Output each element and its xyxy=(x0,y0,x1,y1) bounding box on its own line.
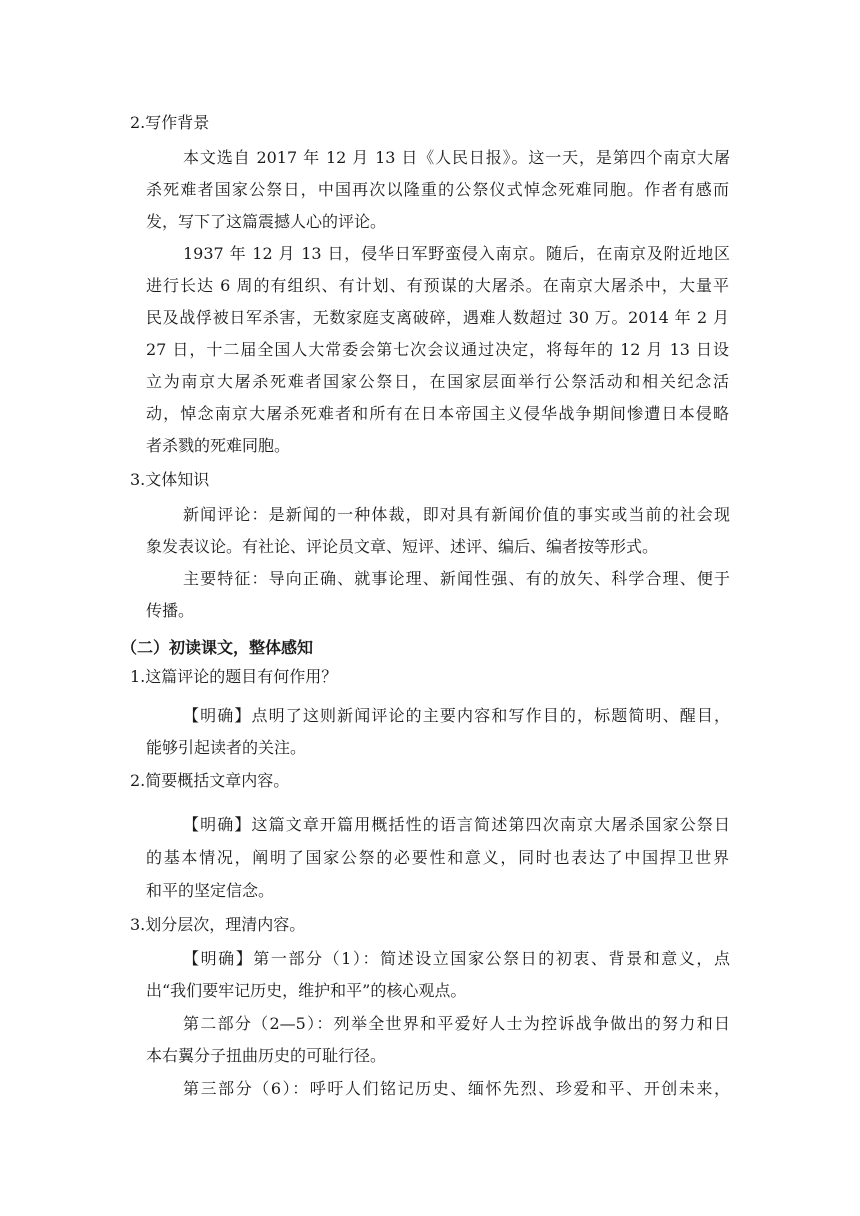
paragraph-line: 主要特征：导向正确、就事论理、新闻性强、有的放矢、科学合理、便于 xyxy=(183,569,730,588)
answer-line: 【明确】第一部分（1）：简述设立国家公祭日的初衷、背景和意义，点 xyxy=(183,949,730,968)
paragraph-line: 传播。 xyxy=(146,601,195,620)
paragraph-line: 动，悼念南京大屠杀死难者和所有在日本帝国主义侵华战争期间惨遭日本侵略 xyxy=(146,404,729,423)
paragraph-line: 本文选自 2017 年 12 月 13 日《人民日报》。这一天，是第四个南京大屠 xyxy=(183,148,730,167)
answer-line: 第二部分（2—5）：列举全世界和平爱好人士为控诉战争做出的努力和日 xyxy=(183,1014,730,1033)
answer-line: 【明确】点明了这则新闻评论的主要内容和写作目的，标题简明、醒目， xyxy=(183,706,730,725)
paragraph-line: 象发表议论。有社论、评论员文章、短评、述评、编后、编者按等形式。 xyxy=(146,537,659,556)
section-heading-genre: 3.文体知识 xyxy=(130,470,210,489)
answer-line: 出“我们要牢记历史，维护和平”的核心观点。 xyxy=(146,981,467,1000)
question-3: 3.划分层次，理清内容。 xyxy=(130,915,306,934)
question-1: 1.这篇评论的题目有何作用？ xyxy=(130,667,338,686)
section-heading-background: 2.写作背景 xyxy=(130,113,210,132)
paragraph-line: 立为南京大屠杀死难者国家公祭日，在国家层面举行公祭活动和相关纪念活 xyxy=(146,372,729,391)
paragraph-line: 新闻评论：是新闻的一种体裁，即对具有新闻价值的事实或当前的社会现 xyxy=(183,505,730,524)
question-2: 2.简要概括文章内容。 xyxy=(130,771,290,790)
answer-line: 第三部分（6）：呼吁人们铭记历史、缅怀先烈、珍爱和平、开创未来， xyxy=(183,1079,730,1098)
answer-line: 的基本情况，阐明了国家公祭的必要性和意义，同时也表达了中国捍卫世界 xyxy=(146,848,729,867)
paragraph-line: 1937 年 12 月 13 日，侵华日军野蛮侵入南京。随后，在南京及附近地区 xyxy=(183,244,730,263)
paragraph-line: 杀死难者国家公祭日，中国再次以隆重的公祭仪式悼念死难同胞。作者有感而 xyxy=(146,180,729,199)
answer-line: 【明确】这篇文章开篇用概括性的语言简述第四次南京大屠杀国家公祭日 xyxy=(183,815,730,834)
paragraph-line: 发，写下了这篇震撼人心的评论。 xyxy=(146,212,387,231)
paragraph-line: 者杀戮的死难同胞。 xyxy=(146,436,291,455)
paragraph-line: 27 日，十二届全国人大常委会第七次会议通过决定，将每年的 12 月 13 日设 xyxy=(146,340,729,359)
answer-line: 能够引起读者的关注。 xyxy=(146,738,307,757)
paragraph-line: 进行长达 6 周的有组织、有计划、有预谋的大屠杀。在南京大屠杀中，大量平 xyxy=(146,276,729,295)
answer-line: 本右翼分子扭曲历史的可耻行径。 xyxy=(146,1046,387,1065)
part-heading: （二）初读课文，整体感知 xyxy=(121,638,314,657)
paragraph-line: 民及战俘被日军杀害，无数家庭支离破碎，遇难人数超过 30 万。2014 年 2 月 xyxy=(146,308,729,327)
answer-line: 和平的坚定信念。 xyxy=(146,881,275,900)
